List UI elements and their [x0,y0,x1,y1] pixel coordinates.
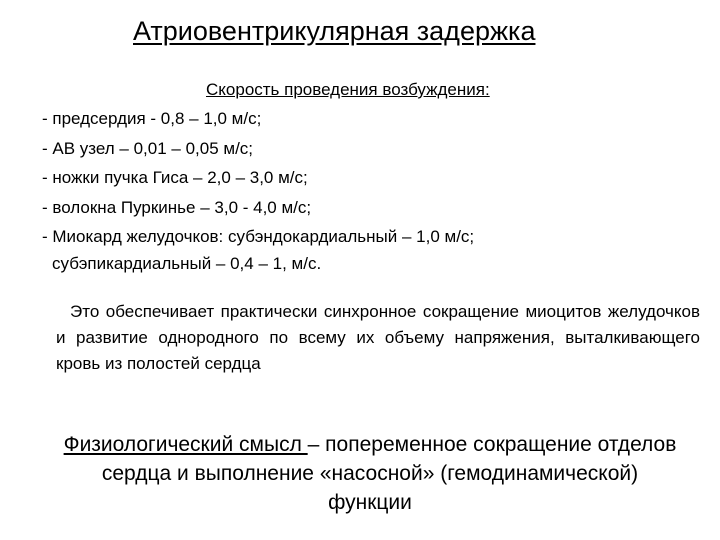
list-item: - предсердия - 0,8 – 1,0 м/с; [42,109,262,128]
physiological-meaning [60,430,680,517]
list-item: - Миокард желудочков: субэндокардиальный – 1,0 м/с; [42,227,475,246]
list-item: субэпикардиальный – 0,4 – 1, м/с. [52,253,322,273]
speed-list [42,104,474,276]
speed-heading: Скорость проведения возбуждения: [206,80,490,99]
explanation-paragraph: Это обеспечивает практически синхронное сокращение миоцитов желудочков и развитие однородного по всему их объему напряжения, выталкивающего кровь из полостей сердца [56,302,700,373]
list-item: - волокна Пуркинье – 3,0 - 4,0 м/с; [42,197,312,217]
meaning-text: – попеременное сокращение отделов сердца и выполнение «насосной» (гемодинамической) функции [101,433,677,514]
list-item: - ножки пучка Гиса – 2,0 – 3,0 м/с; [42,168,308,187]
slide-title: Атриовентрикулярная задержка [133,16,536,46]
list-item: - АВ узел – 0,01 – 0,05 м/с; [42,138,254,158]
meaning-term: Физиологический смысл [63,433,308,456]
